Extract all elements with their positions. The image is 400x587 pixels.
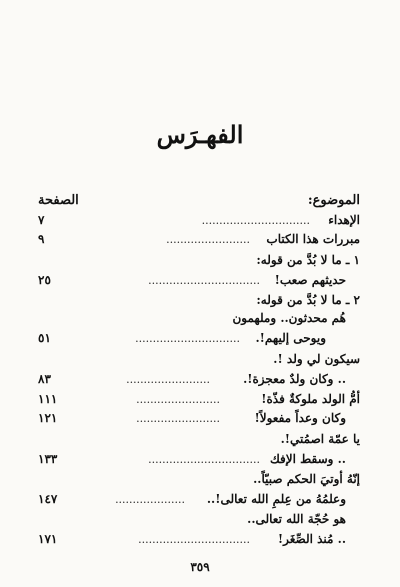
entry-text: مبررات هذا الكتاب xyxy=(266,232,360,246)
entry-page: ١١١ xyxy=(38,392,58,406)
entry-leader: ........................ xyxy=(136,412,220,425)
entry-text: .. وكان ولدٌ معجزة!. xyxy=(243,372,346,386)
entry-leader: ............................... xyxy=(201,214,310,227)
entry-page: ١٧١ xyxy=(38,532,58,546)
entry-text: ويوحى إليهم!. xyxy=(255,331,326,345)
toc-entry xyxy=(38,253,360,271)
entry-leader: ................................ xyxy=(148,453,260,466)
entry-page: ٧ xyxy=(38,213,45,227)
entry-leader: ........................ xyxy=(166,233,250,246)
entry-page: ٩ xyxy=(38,232,45,246)
entry-leader: .................... xyxy=(115,493,185,506)
entry-text: ١ ـ ما لا بُدَّ من قوله: xyxy=(256,253,360,267)
entry-page: ٥١ xyxy=(38,331,51,345)
entry-text: يا عمّة اصمُتي!. xyxy=(280,432,360,446)
column-header xyxy=(38,193,360,213)
toc-entry xyxy=(38,452,360,470)
entry-text: وعلمُهُ من عِلمِ الله تعالى!.. xyxy=(206,492,346,506)
toc-entry xyxy=(38,352,360,370)
toc-entry xyxy=(38,293,360,311)
toc-entry xyxy=(38,273,360,291)
entry-text: أمُّ الولد ملوكةٌ فذّة! xyxy=(261,392,360,406)
toc-entry xyxy=(38,213,360,231)
entry-leader: ................................ xyxy=(138,533,250,546)
entry-text: وكان وعداً مفعولاً! xyxy=(254,411,346,425)
topic-column-label: الموضوع: xyxy=(307,193,360,208)
toc-entry xyxy=(38,311,360,329)
toc-entry xyxy=(38,432,360,450)
entry-text: هو حُجّة الله تعالى.. xyxy=(247,512,346,526)
toc-entry xyxy=(38,392,360,410)
entry-leader: ........................ xyxy=(126,373,210,386)
entry-leader: .............................. xyxy=(135,332,240,345)
entry-text: سيكون لي ولد !. xyxy=(273,352,360,366)
entry-leader: ........................ xyxy=(136,393,220,406)
entry-leader: ................................ xyxy=(148,274,260,287)
entry-page: ١٣٣ xyxy=(38,452,58,466)
entry-page: ١٢١ xyxy=(38,411,58,425)
toc-entry xyxy=(38,472,360,490)
page-column-label: الصفحة xyxy=(38,193,79,208)
entry-text: حديثهم صعب! xyxy=(274,273,346,287)
toc-entry xyxy=(38,372,360,390)
entry-text: .. وسقط الإفك xyxy=(269,452,346,466)
entry-text: .. مُنذ الصِّغَر! xyxy=(277,532,346,546)
entry-page: ١٤٧ xyxy=(38,492,58,506)
entry-text: الإهداء xyxy=(328,213,360,227)
page-title: الفهـرَس xyxy=(156,120,244,149)
entry-page: ٨٣ xyxy=(38,372,51,386)
entry-text: هُم محدثون.. وملهمون xyxy=(232,311,346,325)
toc-entry xyxy=(38,411,360,429)
toc-entry xyxy=(38,232,360,250)
toc-entry xyxy=(38,492,360,510)
entry-text: ٢ ـ ما لا بُدَّ من قوله: xyxy=(256,293,360,307)
toc-entry xyxy=(38,532,360,550)
entry-page: ٢٥ xyxy=(38,273,51,287)
entry-text: إنّهُ أوتيَ الحكم صبيّاً.. xyxy=(253,472,360,486)
page-number: ٣٥٩ xyxy=(190,560,210,574)
toc-entry xyxy=(38,512,360,530)
toc-entry xyxy=(38,331,360,349)
